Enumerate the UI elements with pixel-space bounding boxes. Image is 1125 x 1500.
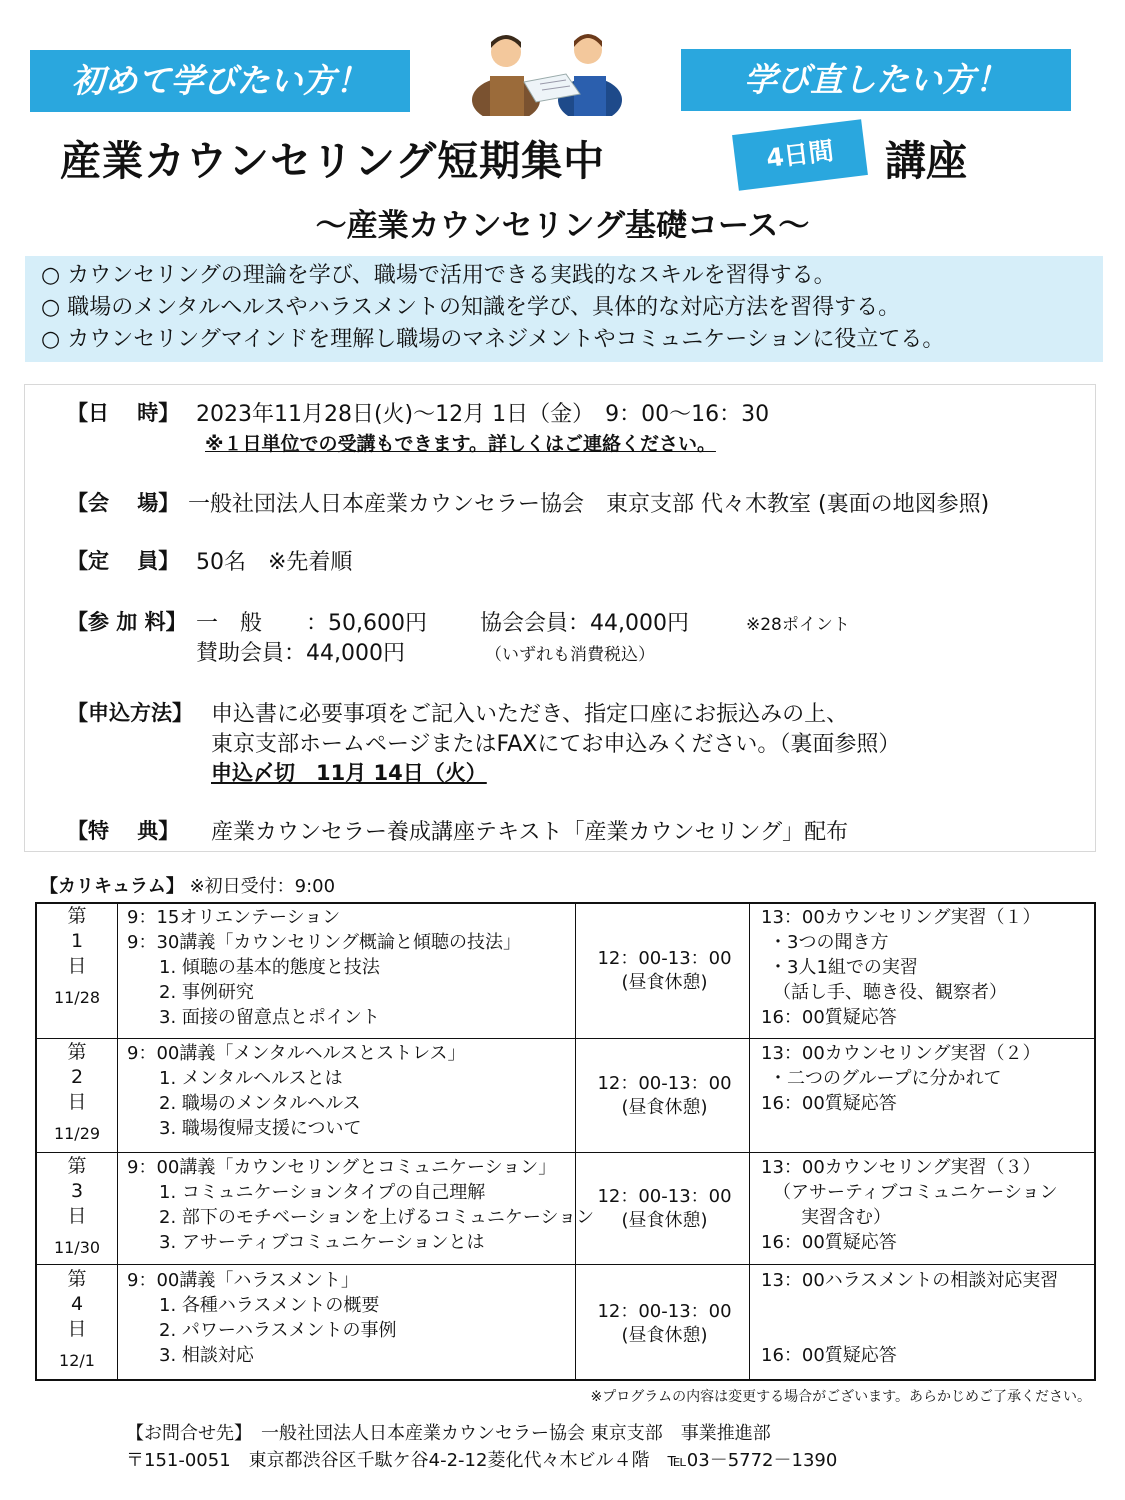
day-1-date: 11/28 [53, 988, 101, 1007]
day-4-date: 12/1 [59, 1351, 95, 1370]
fee-supporting: 賛助会員：44,000円 [196, 641, 405, 666]
days-badge: 4日間 [732, 119, 868, 190]
day-4-label: 第 4 日 12/1 [37, 1267, 117, 1373]
day-3-date: 11/30 [53, 1238, 101, 1257]
day-2-morning: 9：00講義「メンタルヘルスとストレス」 1. メンタルヘルスとは 2. 職場のメンタルヘルス 3. 職場復帰支援について [127, 1043, 466, 1139]
curriculum-title: 【カリキュラム】 [40, 876, 184, 897]
day-2-lunch: 12：00-13：00 (昼食休憩) [597, 1073, 732, 1118]
day-2-label: 第 2 日 11/29 [37, 1040, 117, 1146]
details-box [24, 384, 1096, 852]
apply-line-2: 東京支部ホームページまたはFAXにてお申込みください。（裏面参照） [211, 732, 901, 757]
subtitle: ～産業カウンセリング基礎コース～ [315, 208, 810, 244]
capacity-value: 50名 ※先着順 [196, 550, 353, 575]
curriculum-table [35, 902, 1096, 1381]
reception-time: ※初日受付：9:00 [189, 876, 336, 897]
apply-label: 【申込方法】 [67, 701, 193, 725]
banner-first-time: 初めて学びたい方！ [30, 50, 410, 112]
day-1-afternoon: 13：00カウンセリング実習（１） ・3つの聞き方 ・3人1組での実習 （話し手、聴き役、観察者） 16：00質疑応答 [761, 907, 1041, 1028]
banner-relearn: 学び直したい方！ [681, 49, 1071, 111]
curriculum-heading [40, 872, 335, 898]
apply-line-1: 申込書に必要事項をご記入いただき、指定口座にお振込みの上、 [211, 702, 849, 727]
datetime-label: 【日 時】 [67, 401, 180, 425]
fee-general: 一 般 ：50,600円 [196, 611, 427, 636]
day-4-morning: 9：00講義「ハラスメント」 1. 各種ハラスメントの概要 2. パワーハラスメントの事例 3. 相談対応 [127, 1270, 397, 1366]
fee-member: 協会会員：44,000円 [480, 611, 689, 636]
bonus-value: 産業カウンセラー養成講座テキスト「産業カウンセリング」配布 [211, 820, 849, 845]
day-1-morning: 9：15オリエンテーション 9：30講義「カウンセリング概論と傾聴の技法」 1. 傾聴の基本的態度と技法 2. 事例研究 3. 面接の留意点とポイント [127, 907, 521, 1028]
day-4-lunch: 12：00-13：00 (昼食休憩) [597, 1301, 732, 1346]
contact-line-1: 【お問合せ先】 一般社団法人日本産業カウンセラー協会 東京支部 事業推進部 [126, 1423, 771, 1444]
day-1-lunch: 12：00-13：00 (昼食休憩) [597, 948, 732, 993]
goal-item: ○ カウンセリングマインドを理解し職場のマネジメントやコミュニケーションに役立てる。 [41, 327, 945, 352]
contact-line-2: 〒151-0051 東京都渋谷区千駄ケ谷4-2-12菱化代々木ビル４階 ℡03－5772－1390 [126, 1450, 838, 1471]
fee-label: 【参 加 料】 [67, 610, 187, 634]
venue-value: 一般社団法人日本産業カウンセラー協会 東京支部 代々木教室 (裏面の地図参照) [188, 492, 990, 517]
day-4-afternoon: 13：00ハラスメントの相談対応実習 16：00質疑応答 [761, 1270, 1059, 1366]
business-meeting-illustration [462, 20, 632, 116]
bonus-label: 【特 典】 [67, 819, 180, 843]
day-3-label: 第 3 日 11/30 [37, 1154, 117, 1260]
datetime-value: 2023年11月28日(火)～12月 1日（金） 9：00～16：30 [196, 402, 770, 427]
title-suffix: 講座 [885, 137, 967, 185]
fee-points: ※28ポイント [746, 615, 850, 635]
capacity-label: 【定 員】 [67, 549, 180, 573]
day-1-label: 第 1 日 11/28 [37, 904, 117, 1010]
goal-item: ○ カウンセリングの理論を学び、職場で活用できる実践的なスキルを習得する。 [41, 263, 836, 288]
datetime-note: ※１日単位での受講もできます。詳しくはご連絡ください。 [205, 433, 716, 455]
program-change-note: ※プログラムの内容は変更する場合がございます。あらかじめご了承ください。 [590, 1389, 1091, 1405]
apply-deadline: 申込〆切 11月 14日（火） [211, 761, 487, 785]
fee-tax-note: （いずれも消費税込） [485, 645, 655, 665]
day-3-lunch: 12：00-13：00 (昼食休憩) [597, 1186, 732, 1231]
goal-item: ○ 職場のメンタルヘルスやハラスメントの知識を学び、具体的な対応方法を習得する。 [41, 295, 901, 320]
day-3-morning: 9：00講義「カウンセリングとコミュニケーション」 1. コミュニケーションタイプの自己理解 2. 部下のモチベーションを上げるコミュニケーション 3. アサーティブコミュニケーションとは [127, 1157, 595, 1253]
goals-box [25, 256, 1103, 362]
day-3-afternoon: 13：00カウンセリング実習（３） （アサーティブコミュニケーション 実習含む） 16：00質疑応答 [761, 1157, 1058, 1253]
main-title: 産業カウンセリング短期集中 [60, 137, 606, 185]
venue-label: 【会 場】 [67, 491, 180, 515]
day-2-date: 11/29 [53, 1124, 101, 1143]
day-2-afternoon: 13：00カウンセリング実習（２） ・二つのグループに分かれて 16：00質疑応答 [761, 1043, 1041, 1114]
